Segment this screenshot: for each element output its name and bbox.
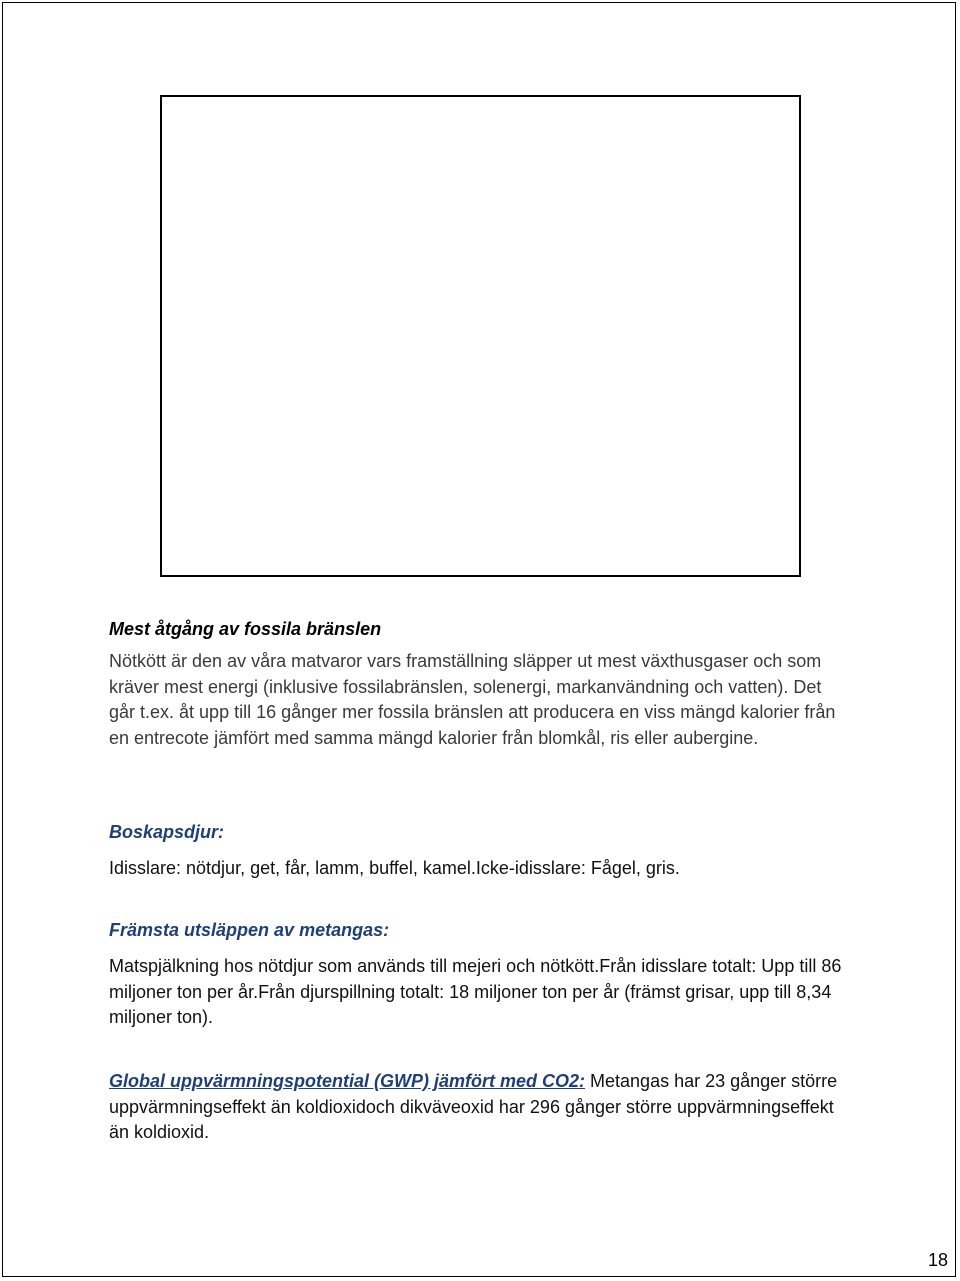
section-heading: Boskapsdjur: bbox=[109, 822, 225, 842]
section-gwp bbox=[109, 1069, 849, 1146]
section-body: Metangas har 23 gånger större uppvärmningseffekt än koldioxidoch dikväveoxid har 296 gånger större uppvärmningseffekt än koldioxid. bbox=[109, 1071, 838, 1142]
section-livestock bbox=[109, 820, 849, 882]
section-paragraph bbox=[109, 1069, 849, 1146]
section-fossil-fuels bbox=[109, 617, 849, 751]
section-heading: Främsta utsläppen av metangas: bbox=[109, 920, 390, 940]
section-body: Matspjälkning hos nötdjur som används till mejeri och nötkött.Från idisslare totalt: Upp till 86 miljoner ton per år.Från djurspillning totalt: 18 miljoner ton per år (främst grisar, upp till 8,34 miljoner ton). bbox=[109, 956, 842, 1027]
section-heading: Global uppvärmningspotential (GWP) jämfört med CO2: bbox=[109, 1071, 586, 1091]
section-body: Nötkött är den av våra matvaror vars framställning släpper ut mest växthusgaser och som kräver mest energi (inklusive fossilabränslen, solenergi, markanvändning och vatten). Det går t.ex. åt upp till 16 gånger mer fossila bränslen att producera en viss mängd kalorier från en entrecote jämfört med samma mängd kalorier från blomkål, ris eller aubergine. bbox=[109, 651, 836, 748]
section-heading: Mest åtgång av fossila bränslen bbox=[109, 619, 382, 639]
section-body: Idisslare: nötdjur, get, får, lamm, buffel, kamel.Icke-idisslare: Fågel, gris. bbox=[109, 858, 680, 878]
image-frame bbox=[160, 95, 801, 577]
section-methane bbox=[109, 918, 849, 1031]
page-number: 18 bbox=[927, 1250, 948, 1270]
